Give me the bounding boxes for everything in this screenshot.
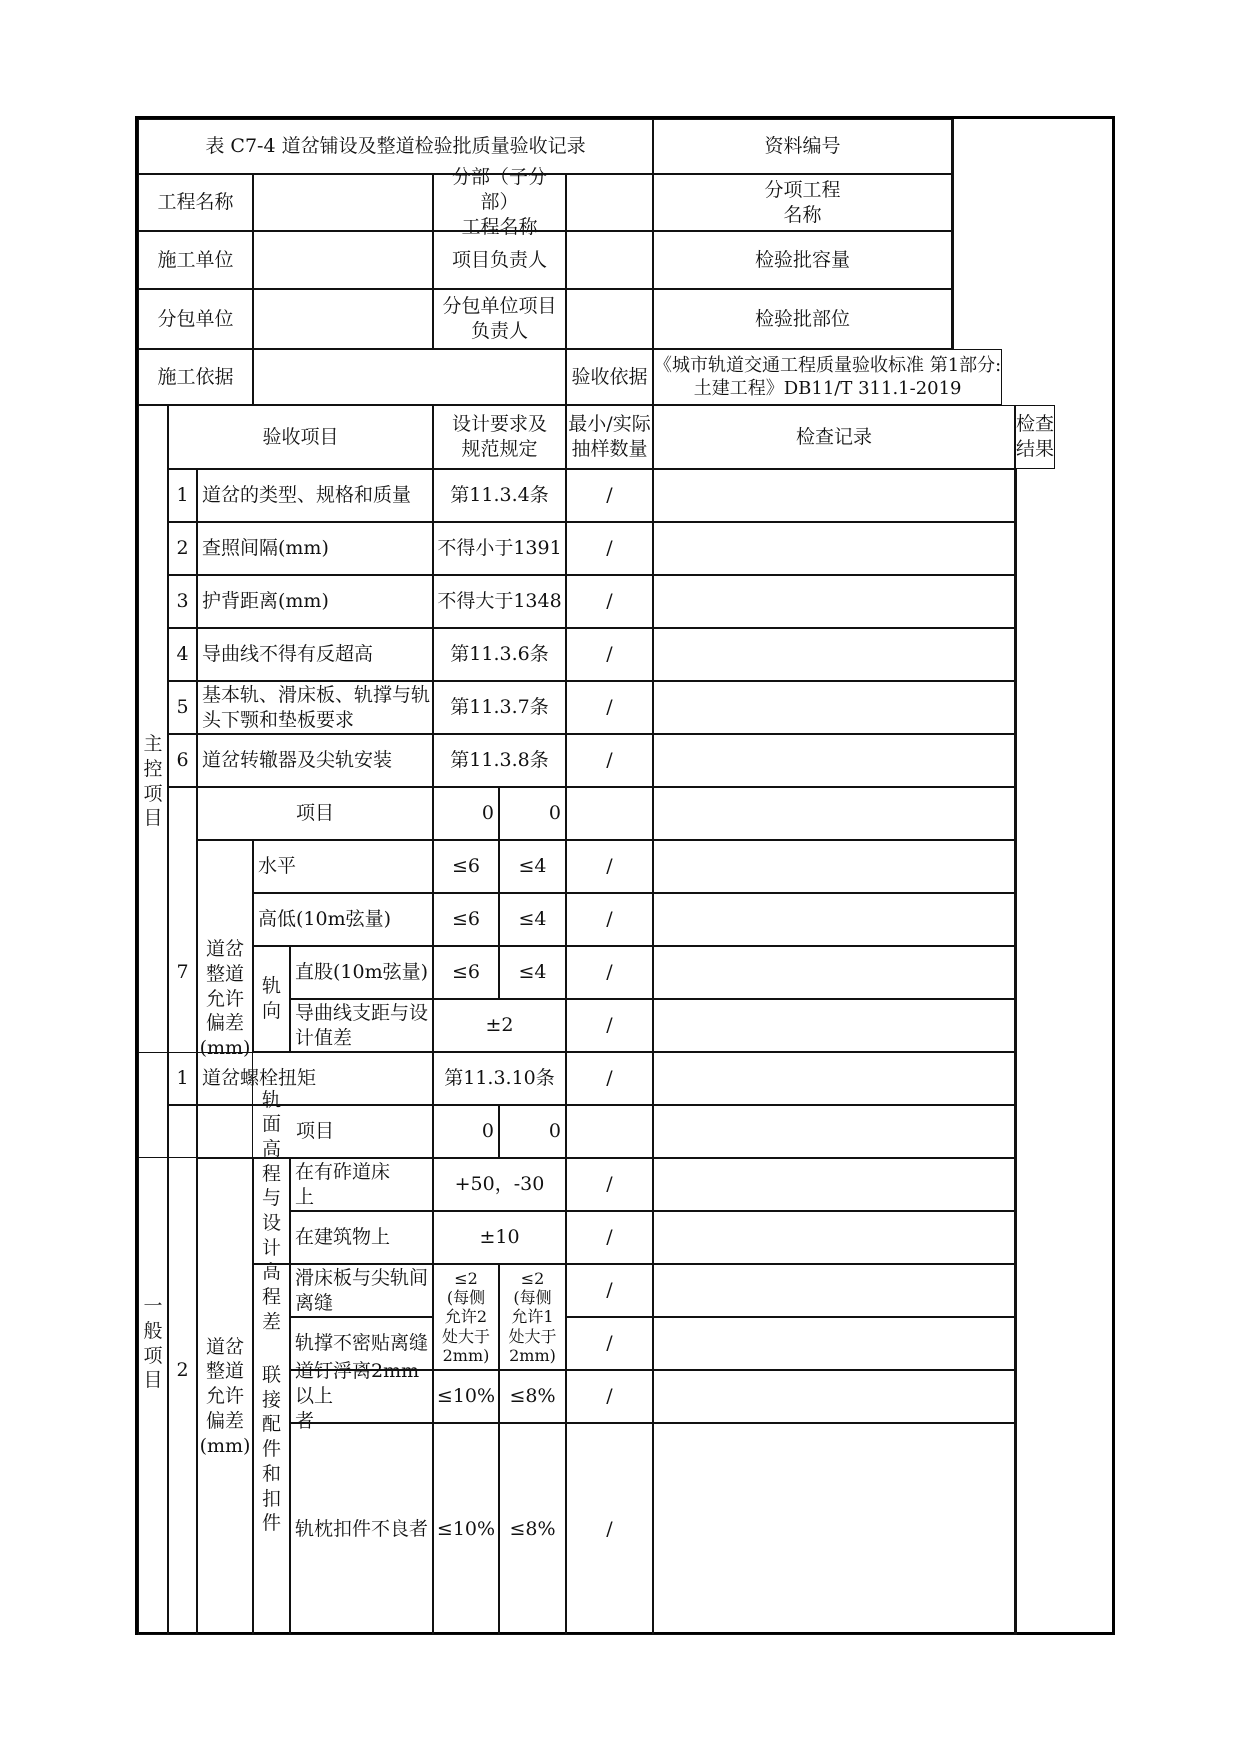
tolerance-value-a: ≤6 <box>433 840 499 893</box>
doc-no-field[interactable] <box>952 119 954 174</box>
project-name-field[interactable] <box>253 174 433 231</box>
subcontractor-manager-label: 分包单位项目 负责人 <box>433 289 566 349</box>
tolerance-header-b: 0 <box>499 1105 566 1158</box>
sample-count: / <box>566 734 653 787</box>
item-number: 7 <box>168 787 197 1158</box>
check-result-field[interactable] <box>1015 628 1017 681</box>
tolerance-value-b: ≤8% <box>499 1370 566 1423</box>
sample-count: / <box>566 1264 653 1317</box>
tolerance-item: 轨撑不密贴离缝 <box>290 1317 433 1370</box>
check-result-field[interactable] <box>1015 1211 1017 1264</box>
check-record-field[interactable] <box>653 1317 1015 1370</box>
column-header-design: 设计要求及 规范规定 <box>433 405 566 469</box>
tolerance-group-label: 道岔 整道 允许 偏差 (mm) <box>197 1158 253 1635</box>
tolerance-value-a: ≤6 <box>433 893 499 946</box>
contractor-field[interactable] <box>253 231 433 289</box>
lot-capacity-field[interactable] <box>952 231 954 289</box>
tolerance-item: 水平 <box>253 840 433 893</box>
division-name-field[interactable] <box>566 174 653 231</box>
check-result-field[interactable] <box>1015 1052 1017 1105</box>
check-result-field[interactable] <box>1015 840 1017 893</box>
tolerance-value-b: ≤4 <box>499 946 566 999</box>
check-record-field[interactable] <box>653 946 1015 999</box>
design-requirement: 不得大于1348 <box>433 575 566 628</box>
sample-count: / <box>566 999 653 1052</box>
check-result-field[interactable] <box>1015 893 1017 946</box>
tolerance-value: ±2 <box>433 999 566 1052</box>
check-result-field[interactable] <box>1015 1158 1017 1211</box>
design-requirement: 不得小于1391 <box>433 522 566 575</box>
construction-basis-field[interactable] <box>253 349 566 405</box>
check-record-field[interactable] <box>653 787 1015 840</box>
construction-basis-label: 施工依据 <box>138 349 253 405</box>
main-control-group-label: 主 控 项 目 <box>138 405 168 1158</box>
subitem-name-label: 分项工程 名称 <box>653 174 952 231</box>
general-group-label: 一 般 项 目 <box>138 1052 168 1635</box>
doc-no-label: 资料编号 <box>653 119 952 174</box>
column-header-item: 验收项目 <box>168 405 433 469</box>
inspection-record-form <box>135 116 1115 1635</box>
subcontractor-manager-field[interactable] <box>566 289 653 349</box>
check-record-field[interactable] <box>653 1211 1015 1264</box>
check-record-field[interactable] <box>653 469 1015 522</box>
check-record-field[interactable] <box>653 999 1015 1052</box>
check-record-field[interactable] <box>653 1264 1015 1317</box>
lot-capacity-label: 检验批容量 <box>653 231 952 289</box>
tolerance-item: 滑床板与尖轨间 离缝 <box>290 1264 433 1317</box>
division-name-label: 分部（子分部） 工程名称 <box>433 174 566 231</box>
sample-count: / <box>566 681 653 734</box>
check-result-field[interactable] <box>1015 681 1017 734</box>
item-number: 1 <box>168 469 197 522</box>
project-manager-label: 项目负责人 <box>433 231 566 289</box>
project-name-label: 工程名称 <box>138 174 253 231</box>
sample-count: / <box>566 1211 653 1264</box>
item-name: 护背距离(mm) <box>197 575 433 628</box>
check-result-field[interactable] <box>1015 522 1017 575</box>
item-number: 3 <box>168 575 197 628</box>
acceptance-basis-label: 验收依据 <box>566 349 653 405</box>
lot-location-field[interactable] <box>952 289 954 349</box>
tolerance-item: 道钉浮离2mm以上 者 <box>290 1370 433 1423</box>
gap-limit-a: ≤2 (每侧 允许2 处大于 2mm) <box>433 1264 499 1370</box>
check-record-field[interactable] <box>653 1105 1015 1158</box>
check-result-field[interactable] <box>1015 946 1017 999</box>
check-record-field[interactable] <box>653 893 1015 946</box>
tolerance-group-label: 道岔 整道 允许 偏差 (mm) <box>197 840 253 1158</box>
subcontractor-label: 分包单位 <box>138 289 253 349</box>
check-record-field[interactable] <box>653 1370 1015 1423</box>
check-record-field[interactable] <box>653 1052 1015 1105</box>
sample-count: / <box>566 1423 653 1635</box>
sample-count: / <box>566 628 653 681</box>
check-result-field[interactable] <box>1015 787 1017 840</box>
item-name: 查照间隔(mm) <box>197 522 433 575</box>
check-result-field[interactable] <box>1015 1423 1017 1635</box>
sample-count <box>566 1105 653 1158</box>
tolerance-value: ±10 <box>433 1211 566 1264</box>
check-result-field[interactable] <box>1015 469 1017 522</box>
sample-count: / <box>566 946 653 999</box>
check-record-field[interactable] <box>653 840 1015 893</box>
sample-count: / <box>566 469 653 522</box>
sample-count: / <box>566 1158 653 1211</box>
tolerance-item: 高低(10m弦量) <box>253 893 433 946</box>
subitem-name-field[interactable] <box>952 174 954 231</box>
check-result-field[interactable] <box>1015 734 1017 787</box>
item-number: 1 <box>168 1052 197 1105</box>
check-result-field[interactable] <box>1015 1105 1017 1158</box>
item-number: 2 <box>168 522 197 575</box>
rail-elevation-label: 轨面高 程与设 计高程 差 <box>253 1158 290 1264</box>
check-record-field[interactable] <box>653 681 1015 734</box>
column-header-result: 检查 结果 <box>1015 405 1055 469</box>
item-name: 导曲线不得有反超高 <box>197 628 433 681</box>
track-alignment-label: 轨 向 <box>253 946 290 1052</box>
sample-count: / <box>566 522 653 575</box>
acceptance-basis-value: 《城市轨道交通工程质量验收标准 第1部分: 土建工程》DB11/T 311.1-2019 <box>653 349 1002 405</box>
tolerance-value-b: ≤4 <box>499 893 566 946</box>
sample-count <box>566 787 653 840</box>
subcontractor-field[interactable] <box>253 289 433 349</box>
sample-count: / <box>566 1317 653 1370</box>
column-header-record: 检查记录 <box>653 405 1015 469</box>
contractor-label: 施工单位 <box>138 231 253 289</box>
design-requirement: 第11.3.4条 <box>433 469 566 522</box>
lot-location-label: 检验批部位 <box>653 289 952 349</box>
tolerance-header-item: 项目 <box>197 1105 433 1158</box>
tolerance-item: 直股(10m弦量) <box>290 946 433 999</box>
sample-count: / <box>566 840 653 893</box>
check-record-field[interactable] <box>653 575 1015 628</box>
check-record-field[interactable] <box>653 734 1015 787</box>
tolerance-item: 导曲线支距与设 计值差 <box>290 999 433 1052</box>
check-result-field[interactable] <box>1015 999 1017 1052</box>
design-requirement: 第11.3.6条 <box>433 628 566 681</box>
sample-count: / <box>566 1370 653 1423</box>
design-requirement: 第11.3.8条 <box>433 734 566 787</box>
gap-limit-b: ≤2 (每侧 允许1 处大于 2mm) <box>499 1264 566 1370</box>
form-title: 表 C7-4 道岔铺设及整道检验批质量验收记录 <box>138 119 653 174</box>
tolerance-item: 在建筑物上 <box>290 1211 433 1264</box>
check-result-field[interactable] <box>1015 1317 1017 1370</box>
check-record-field[interactable] <box>653 1158 1015 1211</box>
sample-count: / <box>566 1052 653 1105</box>
item-number: 2 <box>168 1105 197 1635</box>
item-name: 道岔转辙器及尖轨安装 <box>197 734 433 787</box>
tolerance-header-item: 项目 <box>197 787 433 840</box>
tolerance-value: +50，-30 <box>433 1158 566 1211</box>
column-header-sample: 最小/实际 抽样数量 <box>566 405 653 469</box>
item-number: 6 <box>168 734 197 787</box>
design-requirement: 第11.3.10条 <box>433 1052 566 1105</box>
item-number: 5 <box>168 681 197 734</box>
item-name: 道岔螺栓扭矩 <box>197 1052 433 1105</box>
check-record-field[interactable] <box>653 522 1015 575</box>
tolerance-header-a: 0 <box>433 1105 499 1158</box>
check-record-field[interactable] <box>653 628 1015 681</box>
project-manager-field[interactable] <box>566 231 653 289</box>
sample-count: / <box>566 893 653 946</box>
item-number: 4 <box>168 628 197 681</box>
design-requirement: 第11.3.7条 <box>433 681 566 734</box>
check-record-field[interactable] <box>653 1423 1015 1635</box>
check-result-field[interactable] <box>1015 1370 1017 1423</box>
tolerance-value-b: ≤8% <box>499 1423 566 1635</box>
tolerance-value-b: ≤4 <box>499 840 566 893</box>
tolerance-value-a: ≤10% <box>433 1423 499 1635</box>
tolerance-item: 轨枕扣件不良者 <box>290 1423 433 1635</box>
tolerance-value-a: ≤6 <box>433 946 499 999</box>
tolerance-header-a: 0 <box>433 787 499 840</box>
fastener-group-label: 联 接 配 件 和 扣 件 <box>253 1264 290 1635</box>
tolerance-value-a: ≤10% <box>433 1370 499 1423</box>
item-name: 道岔的类型、规格和质量 <box>197 469 433 522</box>
sample-count: / <box>566 575 653 628</box>
tolerance-header-b: 0 <box>499 787 566 840</box>
tolerance-item: 在有砟道床 上 <box>290 1158 433 1211</box>
item-name: 基本轨、滑床板、轨撑与轨 头下颚和垫板要求 <box>197 681 433 734</box>
check-result-field[interactable] <box>1015 1264 1017 1317</box>
check-result-field[interactable] <box>1015 575 1017 628</box>
